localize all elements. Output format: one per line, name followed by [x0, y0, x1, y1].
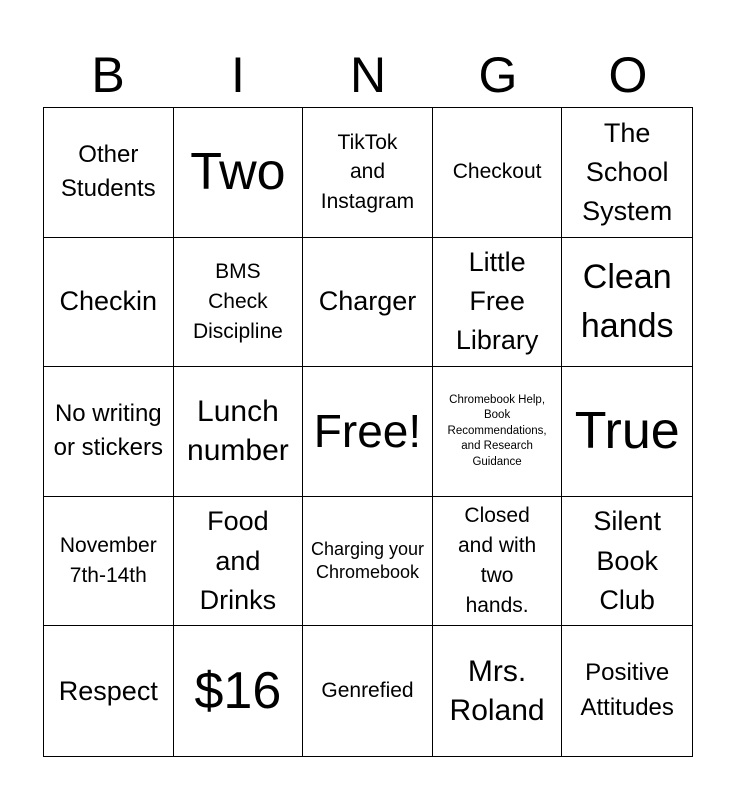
bingo-cell[interactable]: Other Students: [44, 108, 174, 238]
header-letter-i: I: [231, 47, 245, 103]
bingo-card-grid: [43, 107, 693, 757]
bingo-cell[interactable]: Positive Attitudes: [580, 659, 674, 722]
bingo-cell[interactable]: BMS Check Discipline: [174, 238, 304, 368]
header-letter-b: B: [91, 47, 125, 103]
bingo-cell[interactable]: Clean hands: [562, 238, 692, 368]
bingo-cell[interactable]: Food and Drinks: [174, 497, 304, 627]
bingo-cell[interactable]: Checkout: [433, 108, 563, 238]
bingo-cell[interactable]: Charger: [303, 238, 433, 368]
bingo-cell[interactable]: $16: [174, 626, 304, 756]
bingo-cell[interactable]: TikTok and Instagram: [303, 108, 433, 238]
header-letter-o: O: [608, 47, 648, 103]
bingo-cell[interactable]: No writing or stickers: [44, 367, 174, 497]
bingo-cell[interactable]: Genrefied: [303, 626, 433, 756]
bingo-cell[interactable]: Little Free Library: [433, 238, 563, 368]
bingo-cell[interactable]: Closed and with two hands.: [433, 497, 563, 627]
bingo-cell[interactable]: Checkin: [44, 238, 174, 368]
bingo-cell[interactable]: Mrs. Roland: [433, 626, 563, 756]
bingo-cell[interactable]: Charging your Chromebook: [303, 497, 433, 627]
bingo-cell[interactable]: Chromebook Help, Book Recommendations, and Research Guidance: [433, 367, 563, 497]
bingo-cell[interactable]: Free!: [303, 367, 433, 497]
header-letter-g: G: [478, 47, 518, 103]
bingo-cell[interactable]: Respect: [44, 626, 174, 756]
bingo-cell[interactable]: The School System: [562, 108, 692, 238]
header-letter-n: N: [349, 47, 387, 103]
bingo-cell[interactable]: Silent Book Club: [562, 497, 692, 627]
bingo-cell[interactable]: Lunch number: [174, 367, 304, 497]
bingo-cell[interactable]: November 7th-14th: [44, 497, 174, 627]
bingo-cell[interactable]: Two: [174, 108, 304, 238]
bingo-cell[interactable]: True: [562, 367, 692, 497]
bingo-header: [43, 44, 693, 106]
